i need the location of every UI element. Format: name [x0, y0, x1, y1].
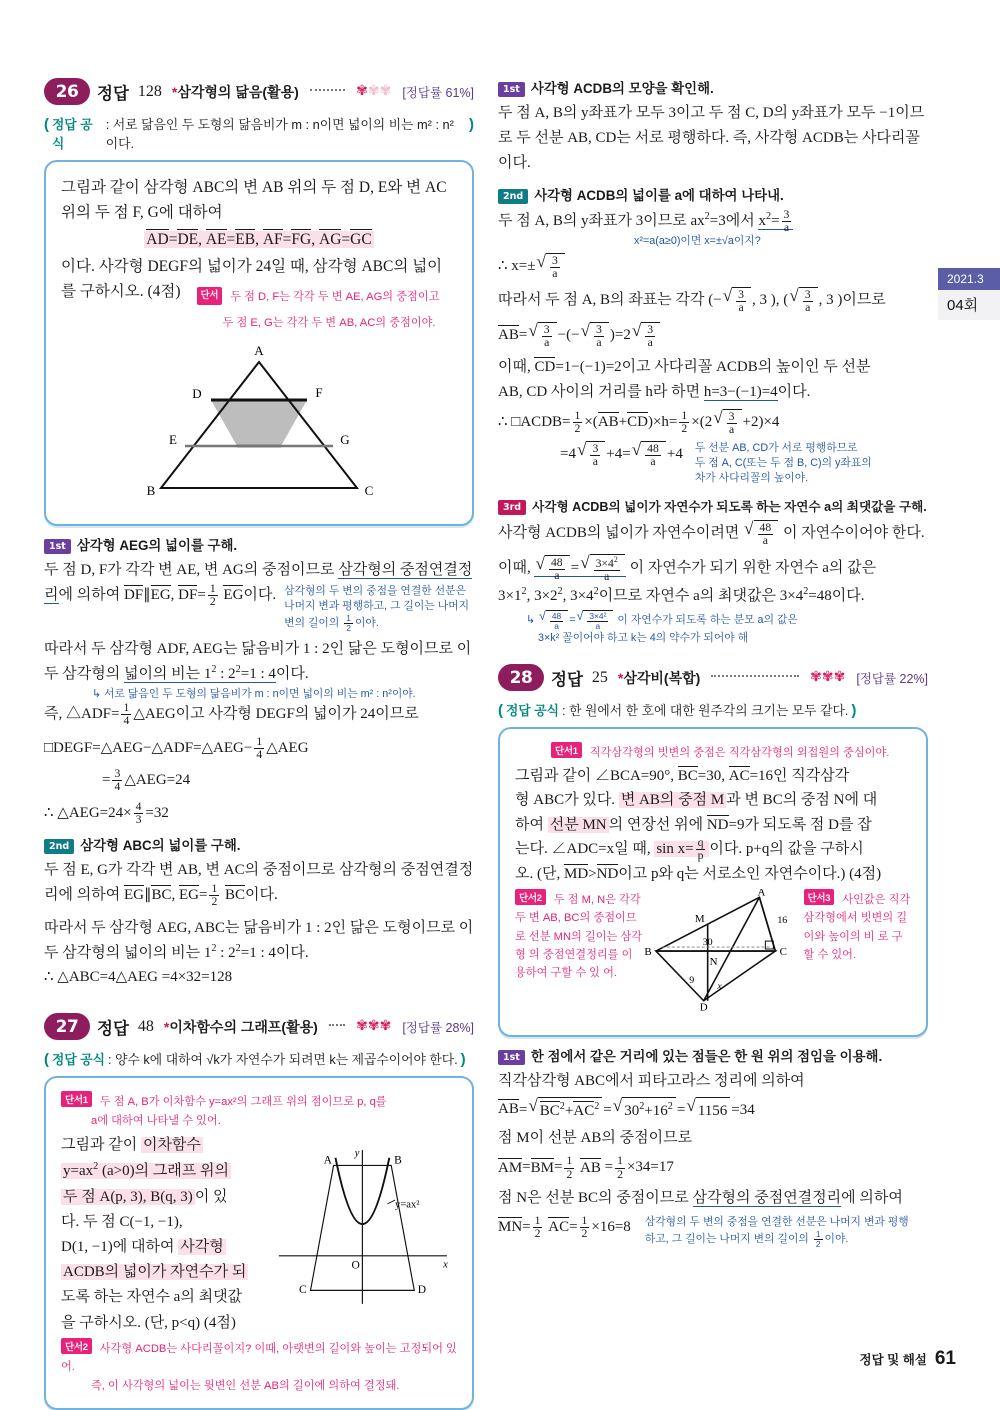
- correct-rate: [정답률 28%]: [402, 1020, 474, 1035]
- formula-hint-27: ( 정답 공식 : 양수 k에 대하여 √k가 자연수가 되려면 k는 제곱수이어야 한다. ): [44, 1051, 466, 1069]
- solution-28: 직각삼각형 ABC에서 피타고라스 정리에 의하여 AB= √ $BC^2+AC^2$ = √ $30^2+16^2$ = √ 1156 =34 점 M이 선분 AB의 중점이므로 AM=BM= $\frac{1}{2}$ AB = $\frac{1}{2}$ ×34=17 점 N은 선분 BC의 중점이므로 삼각형의 중점연결정리에 의하여 MN= $\frac{1}{2}$ AC= $\frac{1}{2}$ ×16=8 삼각형의 두 변의 중점을 연결한 선분은 나머지 변과 평행 하고, 그 길이는 나머지 변의 길이의 $\frac{1}{2}$ 이야.: [498, 1069, 928, 1249]
- answer-label: 정답: [551, 670, 583, 689]
- clue1-27: 단서1 두 점 A, B가 이차함수 y=ax²의 그래프 위의 점이므로 p, q를 a에 대하여 나타낼 수 있어.: [61, 1091, 457, 1129]
- clue3-28: 단서3 사인값은 직각삼각형에서 빗변의 길이와 높이의 비 로 구할 수 있어.: [804, 889, 911, 964]
- side-tab-round: 04회: [938, 290, 1000, 320]
- leader-dots: [310, 88, 345, 91]
- svg-text:x: x: [717, 980, 723, 992]
- question-text-27: 그림과 같이 이차함수 $y=ax^2$ (a>0)의 그래프 위의 두 점 A(p, 3), B(q, 3) 이 있 다. 두 점 C(−1, −1), D(1, −1)에 대하여 사각형 ACDB의 넓이가 자연수가 되 도록 하는 자연수 a의 최댓값 을 구하시오. (단, p<q) (4점): [61, 1137, 247, 1331]
- equation-x: ∴ x=± √ $\frac{3}{a}$: [498, 253, 928, 281]
- step-title: 사각형 ACDB의 넓이가 자연수가 되도록 하는 자연수 a의 최댓값을 구해.: [532, 499, 927, 514]
- left-column: [44, 78, 474, 1410]
- question-box-27: [44, 1076, 474, 1410]
- step-badge: 2nd: [44, 839, 74, 854]
- svg-text:x: x: [443, 1259, 449, 1271]
- solution-27-part3: 사각형 ACDB의 넓이가 자연수이려면 √ $\frac{48}{a}$ 이 자연수이어야 한다. 이때, √ $\frac{48}{a}$ = √ $\frac{3\times 4^2}{a}$ 이 자연수가 되기 위한 자연수 a의 값은 $3\times 1^2$, $3\times 2^2$, $3\times 4^2$이므로 자연수 a의 최댓값은 $3\times 4^2=48$이다. ↳ √ $\frac{48}{a}$ = √ $\frac{\text{3×4²}}{a}$ 이 자연수가 되도록 하는 분모 a의 값은 3×k² 꼴이어야 하고 k는 4의 약수가 되어야 해: [498, 520, 928, 647]
- topic-label: *삼각형의 닮음(활용): [171, 83, 299, 100]
- question-text-26: 그림과 같이 삼각형 ABC의 변 AB 위의 두 점 D, E와 변 AC 위의 두 점 F, G에 대하여 AD=DE, AE=EB, AF=FG, AG=GC 이다. 사각형 DEGF의 넓이가 24일 때, 삼각형 ABC의 넓이 를 구하시오. (4점) 단서 두 점 D, F는 각각 두 변 AE, AG의 중점이고 두 점 E, G는 각각 두 변 AB, AC의 중점이야.: [61, 179, 447, 329]
- topic-label: *삼각비(복합): [617, 669, 701, 686]
- side-note-divisor: ↳ √ $\frac{48}{a}$ = √ $\frac{\text{3×4²}}{a}$ 이 자연수가 되도록 하는 분모 a의 값은 3×k² 꼴이어야 하고 k는 4의 약수가 되어야 해: [526, 609, 798, 645]
- equation-ab-28: AB= √ $BC^2+AC^2$ = √ $30^2+16^2$ = √ 1156 =34: [498, 1097, 928, 1124]
- problem-number-badge: 28: [498, 664, 544, 691]
- answer-value: 25: [591, 668, 608, 686]
- svg-text:A: A: [324, 1154, 333, 1167]
- difficulty-stars: ✾✾✾: [356, 1019, 392, 1035]
- step-1st-28: [498, 1046, 928, 1066]
- right-column: [498, 78, 928, 1249]
- problem-number-badge: 27: [44, 1013, 90, 1040]
- equation-am-bm: AM=BM= $\frac{1}{2}$ AB = $\frac{1}{2}$ ×34=17: [498, 1154, 674, 1181]
- question-box-26: [44, 160, 474, 526]
- svg-text:D: D: [192, 385, 202, 401]
- difficulty-stars: ✾✾✾: [356, 84, 392, 99]
- answer-label: 정답: [97, 1019, 129, 1038]
- svg-text:M: M: [695, 912, 705, 925]
- equation-ab: AB= √ $\frac{3}{a}$ −(− √ $\frac{3}{a}$ )=2 √ $\frac{3}{a}$: [498, 322, 928, 350]
- svg-text:E: E: [169, 431, 177, 447]
- correct-rate: [정답률 22%]: [856, 671, 928, 686]
- question-box-28: [498, 727, 928, 1036]
- svg-text:D: D: [700, 1001, 708, 1014]
- problem-28-header: [498, 664, 928, 691]
- difficulty-stars: ✾✾✾: [810, 670, 846, 686]
- topic-label: *이차함수의 그래프(활용): [163, 1018, 318, 1035]
- side-tab: [938, 268, 1000, 320]
- leader-dots: [711, 674, 799, 677]
- step-2nd-27: [498, 185, 928, 205]
- svg-text:A: A: [757, 888, 766, 898]
- problem-27-header: [44, 1013, 474, 1040]
- svg-text:9: 9: [689, 974, 695, 986]
- svg-text:D: D: [418, 1284, 427, 1297]
- leader-dots: [329, 1023, 345, 1026]
- equation-degf: □DEGF=△AEG−△ADF=△AEG− $\frac{1}{4}$ △AEG: [44, 734, 309, 761]
- side-note-height: 두 선분 AB, CD가 서로 평행하므로 두 점 A, C(또는 두 점 B, C)의 y좌표의 차가 사다리꼴의 높이야.: [694, 441, 872, 485]
- step-title: 사각형 ACDB의 모양을 확인해.: [530, 81, 714, 96]
- step-title: 한 점에서 같은 거리에 있는 점들은 한 원 위의 점임을 이용해.: [530, 1048, 883, 1064]
- clue-tag: 단서: [197, 287, 223, 304]
- svg-text:C: C: [779, 945, 788, 958]
- problem-28: [498, 664, 928, 1248]
- step-badge: 1st: [498, 82, 525, 97]
- side-note-midsegment-28: 삼각형의 두 변의 중점을 연결한 선분은 나머지 변과 평행 하고, 그 길이는 나머지 변의 길이의 $\frac{1}{2}$ 이야.: [644, 1215, 909, 1249]
- clue1-28: 단서1 직각삼각형의 빗변의 중점은 직각삼각형의 외접원의 중심이야.: [551, 742, 911, 761]
- answer-label: 정답: [97, 84, 129, 103]
- problem-27: [44, 1013, 474, 1410]
- footer-label: 정답 및 해설: [859, 1353, 927, 1367]
- right-triangle-figure-28: [642, 889, 801, 1021]
- equation-mn: MN= $\frac{1}{2}$ AC= $\frac{1}{2}$ ×16=8: [498, 1213, 631, 1241]
- svg-text:B: B: [146, 482, 156, 498]
- solution-26-part1: 두 점 D, F가 각각 변 AE, 변 AG의 중점이므로 삼각형의 중점연결정 리에 의하여 DF∥EG, DF= $\frac{1}{2}$ EG이다. 삼각형의 두 변의 중점을 연결한 선분은 나머지 변과 평행하고, 그 길이는 나머지 변의 길이의 $\frac{1}{2}$ 이야. 따라서 두 삼각형 ADF, AEG는 닮음비가 1 : 2인 닮은 도형이므로 이 두 삼각형의 넓이의 비는 $1^2$ : $2^2=1$ : 4이다. ↳ 서로 닮음인 두 도형의 닮음비가 m : n이면 넓이의 비는 m² : n²이야. 즉, △ADF= $\frac{1}{4}$ △AEG이고 사각형 DEGF의 넓이가 24이므로 □DEGF=△AEG−△ADF=△AEG− $\frac{1}{4}$ △AEG = $\frac{3}{4}$ △AEG=24 ∴ △AEG=24× $\frac{4}{3}$ =32: [44, 561, 473, 826]
- solution-26-part2: 두 점 E, G가 각각 변 AB, 변 AC의 중점이므로 삼각형의 중점연결정 리에 의하여 EG∥BC, EG= $\frac{1}{2}$ BC이다. 따라서 두 삼각형 AEG, ABC는 닮음비가 1 : 2인 닮은 도형이므로 이 두 삼각형의 넓이의 비는 $1^2$ : $2^2=1$ : 4이다. ∴ △ABC=4△AEG =4×32=128: [44, 862, 474, 986]
- step-badge: 2nd: [498, 189, 528, 204]
- svg-text:16: 16: [777, 914, 788, 926]
- step-badge: 3rd: [498, 500, 526, 515]
- step-title: 삼각형 ABC의 넓이를 구해.: [80, 838, 241, 854]
- svg-text:O: O: [351, 1259, 361, 1272]
- clue2-27: 단서2 사각형 ACDB는 사다리꼴이지? 이때, 아랫변의 길이와 높이는 고정되어 있어. 즉, 이 사각형의 넓이는 윗변인 선분 AB의 길이에 의하여 결정돼.: [61, 1338, 457, 1394]
- parabola-graph-27: [274, 1133, 457, 1319]
- svg-text:y: y: [355, 1148, 360, 1160]
- question-text-28: 그림과 같이 ∠BCA=90°, BC=30, AC=16인 직각삼각 형 ABC가 있다. 변 AB의 중점 M 과 변 BC의 중점 N에 대 하여 선분 MN 의 연장선 위에 ND=9가 되도록 점 D를 잡 는다. ∠ADC=x일 때, sin x= $\frac{q}{p}$ 이다. p+q의 값을 구하시 오. (단, MD>ND이고 p와 q는 서로소인 자연수이다.) (4점): [515, 767, 882, 883]
- footer-page-number: 61: [934, 1348, 956, 1369]
- formula-hint-28: ( 정답 공식 : 한 원에서 한 호에 대한 원주각의 크기는 모두 같다. ): [498, 702, 857, 720]
- step-1st-26: [44, 535, 474, 555]
- svg-text:30: 30: [703, 936, 713, 948]
- side-note-similarity: ↳ 서로 닮음인 두 도형의 닮음비가 m : n이면 넓이의 비는 m² : n²이야.: [92, 687, 416, 700]
- equation-acdb-2: =4 √ $\frac{3}{a}$ +4= √ $\frac{48}{a}$ +4: [560, 439, 683, 468]
- step-1st-27: [498, 78, 928, 98]
- side-tab-year: 2021.3: [938, 268, 1000, 290]
- side-note-midsegment: 삼각형의 두 변의 중점을 연결한 선분은 나머지 변과 평행하고, 그 길이는 나머지 변의 길이의 $\frac{1}{2}$ 이야.: [284, 584, 470, 634]
- equation-aeg: ∴ △AEG=24× $\frac{4}{3}$ =32: [44, 799, 169, 826]
- svg-text:A: A: [254, 342, 264, 358]
- triangle-figure-26: [129, 340, 389, 510]
- clue2-28: 단서2 두 점 M, N은 각각 두 변 AB, BC의 중점이므로 선분 MN의 길이는 삼각형 의 중점연결정리를 이용하여 구할 수 있 어.: [515, 889, 642, 982]
- clue-text: 두 점 D, F는 각각 두 변 AE, AG의 중점이고 두 점 E, G는 각각 두 변 AB, AC의 중점이야.: [222, 291, 440, 329]
- svg-text:B: B: [394, 1154, 403, 1167]
- side-note-sqrt: x²=a(a≥0)이면 x=±√a이지?: [634, 235, 761, 248]
- svg-text:C: C: [299, 1284, 308, 1297]
- problem-26: [44, 78, 474, 990]
- equation-acdb: ∴ □ACDB= $\frac{1}{2}$ ×(AB+CD)×h= $\frac{1}{2}$ ×(2 √ $\frac{3}{a}$ +2)×4: [498, 408, 780, 437]
- problem-number-badge: 26: [44, 78, 90, 105]
- problem-26-header: [44, 78, 474, 105]
- formula-hint-26: ( 정답 공식 : 서로 닮음인 두 도형의 닮음비가 m : n이면 넓이의 비는 m² : n²이다. ): [44, 116, 474, 151]
- step-badge: 1st: [44, 539, 71, 554]
- svg-text:G: G: [340, 431, 350, 447]
- step-title: 사각형 ACDB의 넓이를 a에 대하여 나타내.: [534, 187, 784, 203]
- solution-27-part1: 두 점 A, B의 y좌표가 모두 3이고 두 점 C, D의 y좌표가 모두 −1이므 로 두 선분 AB, CD는 서로 평행하다. 즉, 사각형 ACDB는 사다리꼴 이다.: [498, 105, 925, 171]
- correct-rate: [정답률 61%]: [402, 85, 474, 100]
- equation-34: = $\frac{3}{4}$ △AEG=24: [102, 767, 191, 794]
- step-3rd-27: [498, 496, 928, 516]
- step-2nd-26: [44, 835, 474, 855]
- svg-text:N: N: [710, 955, 718, 968]
- step-badge: 1st: [498, 1050, 525, 1065]
- svg-text:y=ax²: y=ax²: [395, 1199, 420, 1211]
- given-equations: AD=DE, AE=EB, AF=FG, AG=GC: [146, 231, 372, 249]
- answer-value: 48: [137, 1017, 154, 1035]
- answer-value: 128: [137, 82, 162, 100]
- svg-text:C: C: [364, 482, 374, 498]
- svg-text:B: B: [644, 945, 652, 958]
- svg-text:F: F: [315, 384, 323, 400]
- step-title: 삼각형 AEG의 넓이를 구해.: [76, 537, 238, 553]
- page-footer: [860, 1348, 956, 1370]
- solution-27-part2: 두 점 A, B의 y좌표가 3이므로 $ax^2=3$에서 $x^2=$ $\frac{3}{a}$ x²=a(a≥0)이면 x=±√a이지? ∴ x=± √ $\frac{3}{a}$ 따라서 두 점 A, B의 좌표는 각각 (− √ $\frac{3}{a}$ , 3 ), ( √ $\frac{3}{a}$ , 3 )이므로 AB= √ $\frac{3}{a}$ −(− √ $\frac{3}{a}$ )=2 √ $\frac{3}{a}$ 이때, CD=1−(−1)=2이고 사다리꼴 ACDB의 높이인 두 선분 AB, CD 사이의 거리를 h라 하면 h=3−(−1)=4이다. ∴ □ACDB= $\frac{1}{2}$ ×(AB+CD)×h= $\frac{1}{2}$ ×(2 √ $\frac{3}{a}$ +2)×4 =4 √ $\frac{3}{a}$ +4= √ $\frac{48}{a}$ +4 두 선분 AB, CD가 서로 평행하므로 두 점 A, C(또는 두 점 B, C)의 y좌표의 차가 사다리꼴의 높이야.: [498, 209, 928, 487]
